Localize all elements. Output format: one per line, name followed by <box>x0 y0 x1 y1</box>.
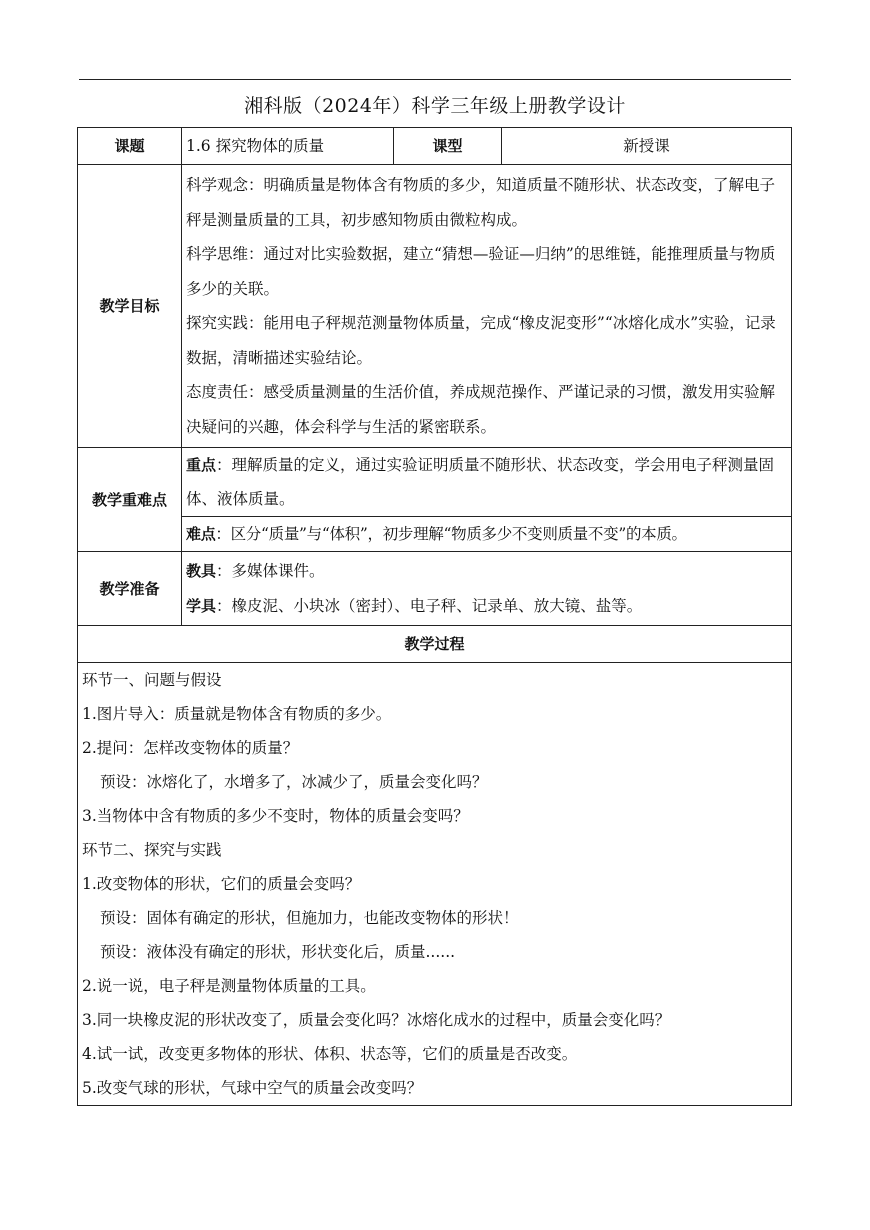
process-line: 5.改变气球的形状，气球中空气的质量会改变吗？ <box>82 1079 423 1097</box>
process-line: 3.同一块橡皮泥的形状改变了，质量会变化吗？冰熔化成水的过程中，质量会变化吗？ <box>82 1011 671 1029</box>
teacher-tools-text: ：多媒体课件。 <box>216 562 325 580</box>
key-label: 重点 <box>186 456 217 474</box>
process-line: 预设：固体有确定的形状，但施加力，也能改变物体的形状！ <box>100 909 519 927</box>
process-line: 预设：液体没有确定的形状，形状变化后，质量...... <box>100 943 456 961</box>
process-line: 2.提问：怎样改变物体的质量？ <box>82 739 299 757</box>
student-tools-text: ：橡皮泥、小块冰（密封）、电子秤、记录单、放大镜、盐等。 <box>216 596 643 615</box>
type-value: 新授课 <box>502 128 792 165</box>
process-header: 教学过程 <box>78 626 792 663</box>
process-line: 环节一、问题与假设 <box>82 671 222 689</box>
preparation-label: 教学准备 <box>78 552 182 626</box>
process-line: 预设：冰熔化了，水增多了，冰减少了，质量会变化吗？ <box>100 773 488 791</box>
document-title: 湘科版（2024年）科学三年级上册教学设计 <box>244 95 626 117</box>
key-point-row <box>78 448 792 517</box>
key-points-label: 教学重难点 <box>78 448 182 552</box>
process-line: 1.改变物体的形状，它们的质量会变吗？ <box>82 875 361 893</box>
course-label: 课题 <box>78 128 182 165</box>
student-tools-label: 学具 <box>186 596 217 615</box>
goal-item: 态度责任：感受质量测量的生活价值，养成规范操作、严谨记录的习惯，激发用实验解决疑问的兴趣，体会科学与生活的紧密联系。 <box>186 383 776 436</box>
key-text: ：理解质量的定义，通过实验证明质量不随形状、状态改变，学会用电子秤测量固体、液体质量。 <box>186 456 775 508</box>
process-header-row <box>78 626 792 663</box>
process-line: 2.说一说，电子秤是测量物体质量的工具。 <box>82 977 376 995</box>
type-label: 课型 <box>394 128 502 165</box>
goal-item: 科学观念：明确质量是物体含有物质的多少，知道质量不随形状、状态改变，了解电子秤是测量质量的工具，初步感知物质由微粒构成。 <box>186 176 776 229</box>
hard-point-row <box>78 517 792 552</box>
process-line: 4.试一试，改变更多物体的形状、体积、状态等，它们的质量是否改变。 <box>82 1045 578 1063</box>
goal-item: 探究实践：能用电子秤规范测量物体质量，完成“橡皮泥变形”“冰熔化成水”实验，记录数据，清晰描述实验结论。 <box>186 314 776 367</box>
hard-text: ：区分“质量”与“体积”，初步理解“物质多少不变则质量不变”的本质。 <box>215 525 687 543</box>
course-row <box>78 128 792 165</box>
process-line: 1.图片导入：质量就是物体含有物质的多少。 <box>82 705 392 723</box>
course-value: 1.6 探究物体的质量 <box>182 128 394 165</box>
process-line: 环节二、探究与实践 <box>82 841 222 859</box>
goal-item: 科学思维：通过对比实验数据，建立“猜想—验证—归纳”的思维链，能推理质量与物质多少的关联。 <box>186 245 776 298</box>
process-line: 3.当物体中含有物质的多少不变时，物体的质量会变吗？ <box>82 807 469 825</box>
preparation-row <box>78 552 792 626</box>
lesson-plan-table <box>77 127 792 1106</box>
header-rule <box>79 79 791 80</box>
hard-label: 难点 <box>186 525 216 543</box>
teacher-tools-label: 教具 <box>186 562 217 580</box>
goals-row <box>78 165 792 448</box>
process-body-row <box>78 663 792 1106</box>
goals-label: 教学目标 <box>78 165 182 448</box>
